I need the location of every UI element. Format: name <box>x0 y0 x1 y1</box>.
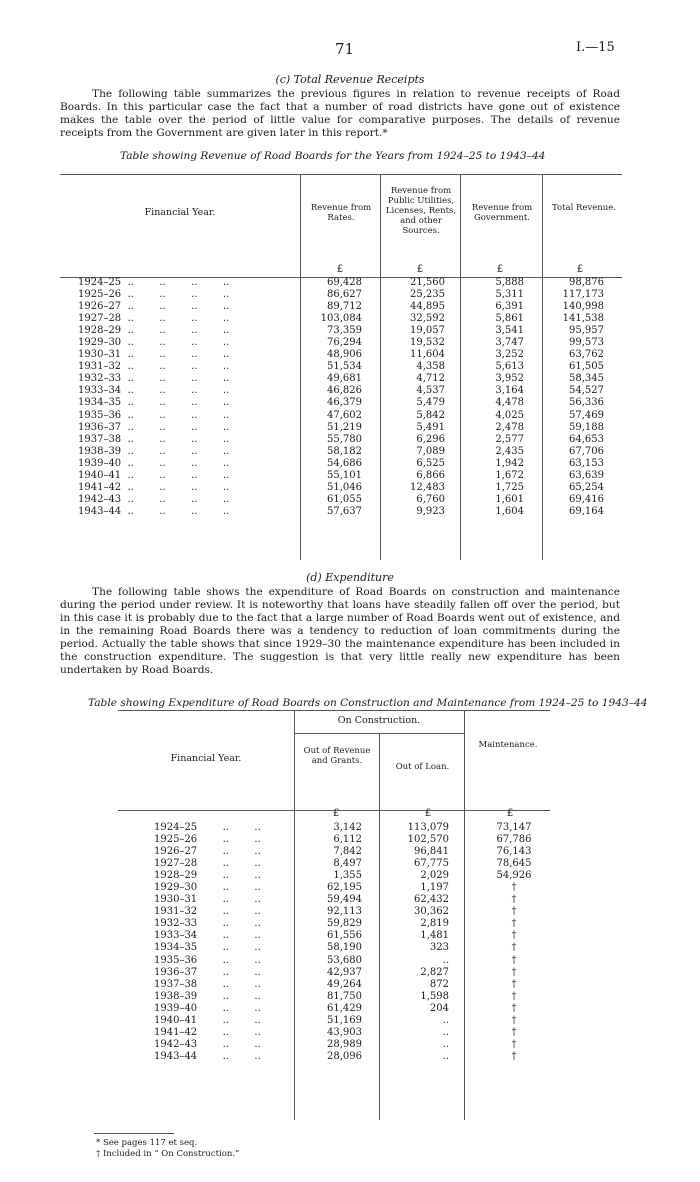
table-cell: 32,592 <box>410 313 445 325</box>
table-cell: 1928–29 .. .. .. .. <box>78 325 230 337</box>
table-cell: 3,541 <box>495 325 524 337</box>
revenue-header-total: Total Revenue. <box>552 203 616 213</box>
table-cell: 1940–41 .. .. .. .. <box>78 469 230 481</box>
table-cell: 1924–25 .. .. <box>154 822 261 833</box>
table-cell: 4,712 <box>416 373 445 385</box>
table-cell: † <box>511 918 517 930</box>
table-cell: † <box>511 1050 517 1062</box>
table-cell: 3,747 <box>495 337 524 349</box>
page-reference: I.—15 <box>576 40 615 55</box>
table-cell: 5,491 <box>416 421 445 433</box>
table-cell: .. <box>442 1014 449 1026</box>
table-cell: 117,173 <box>562 289 604 301</box>
table-cell: 1929–30 .. .. <box>154 882 261 894</box>
table-cell: 6,112 <box>333 834 362 846</box>
utilities-currency: £ <box>416 264 424 275</box>
table-cell: 1924–25 .. .. .. .. <box>78 277 230 288</box>
table-cell: .. <box>442 1050 449 1062</box>
table-cell: 1936–37 .. .. <box>154 966 261 978</box>
table-cell: † <box>511 966 517 978</box>
table-cell: 57,637 <box>327 505 362 517</box>
table-cell: 2,577 <box>495 433 524 445</box>
table-cell: 1,942 <box>495 457 524 469</box>
table-cell: 89,712 <box>327 301 362 313</box>
revenue-years-column <box>78 277 298 518</box>
footnote-pages: * See pages 117 et seq. <box>96 1138 198 1148</box>
table-cell: 65,254 <box>569 481 604 493</box>
table-cell: † <box>511 1026 517 1038</box>
table-cell: 64,653 <box>569 433 604 445</box>
revenue-header-rates: Revenue from Rates. <box>310 203 372 223</box>
table-cell: 6,525 <box>416 457 445 469</box>
table-cell: 3,952 <box>495 373 524 385</box>
table-cell: 5,861 <box>495 313 524 325</box>
table-cell: 1,672 <box>495 469 524 481</box>
table-cell: 58,345 <box>569 373 604 385</box>
table-cell: 1936–37 .. .. .. .. <box>78 421 230 433</box>
table-cell: 78,645 <box>496 858 532 870</box>
table-cell: 5,888 <box>495 277 524 288</box>
table-cell: 6,866 <box>416 469 445 481</box>
table-cell: 61,505 <box>569 361 604 373</box>
table-cell: 55,101 <box>327 469 362 481</box>
table-cell: 4,537 <box>416 385 445 397</box>
table-cell: 1,355 <box>333 870 362 882</box>
table-cell: 49,681 <box>327 373 362 385</box>
expenditure-table-caption: Table showing Expenditure of Road Boards on Construction and Maintenance from 1924–25 to 1943–44 <box>88 697 648 709</box>
table-cell: 86,627 <box>327 289 362 301</box>
table-cell: .. <box>442 1026 449 1038</box>
table-cell: 58,182 <box>327 445 362 457</box>
revenue-header-utilities: Revenue from Public Utilities, Licenses, Rents, and other Sources. <box>385 186 457 236</box>
table-cell: 43,903 <box>327 1026 362 1038</box>
table-cell: 1933–34 .. .. .. .. <box>78 385 230 397</box>
table-cell: 51,534 <box>327 361 362 373</box>
table-cell: 5,311 <box>495 289 524 301</box>
table-cell: 69,416 <box>569 493 604 505</box>
table-cell: 1,197 <box>420 882 449 894</box>
table-cell: † <box>511 1014 517 1026</box>
table-cell: 1931–32 .. .. .. .. <box>78 361 230 373</box>
table-cell: 51,046 <box>327 481 362 493</box>
table-cell: 44,895 <box>410 301 445 313</box>
footnote-included: † Included in “ On Construction.” <box>96 1148 240 1159</box>
table-cell: 42,937 <box>327 966 362 978</box>
expenditure-loan-currency: £ <box>424 808 432 819</box>
table-cell: 1926–27 .. .. .. .. <box>78 301 230 313</box>
revenue-government-column <box>460 277 524 518</box>
table-cell: 19,057 <box>410 325 445 337</box>
table-cell: † <box>511 978 517 990</box>
table-cell: 63,639 <box>569 469 604 481</box>
table-cell: 95,957 <box>569 325 604 337</box>
expenditure-revenue-column <box>294 822 362 1063</box>
table-cell: 1938–39 .. .. .. .. <box>78 445 230 457</box>
table-cell: 1939–40 .. .. .. .. <box>78 457 230 469</box>
table-cell: † <box>511 1002 517 1014</box>
table-cell: 1927–28 .. .. <box>154 858 261 870</box>
table-cell: 49,264 <box>327 978 362 990</box>
footnotes <box>96 1138 239 1159</box>
table-cell: 48,906 <box>327 349 362 361</box>
table-cell: 54,527 <box>569 385 604 397</box>
table-cell: 28,989 <box>327 1038 362 1050</box>
table-cell: 46,826 <box>327 385 362 397</box>
table-cell: 1925–26 .. .. <box>154 834 261 846</box>
table-cell: 1930–31 .. .. <box>154 894 261 906</box>
table-cell: 1934–35 .. .. .. .. <box>78 397 230 409</box>
table-cell: .. <box>442 1038 449 1050</box>
table-cell: 1925–26 .. .. .. .. <box>78 289 230 301</box>
table-cell: † <box>511 990 517 1002</box>
expenditure-revenue-currency: £ <box>332 808 340 819</box>
table-cell: 1932–33 .. .. .. .. <box>78 373 230 385</box>
table-cell: 62,195 <box>327 882 362 894</box>
table-cell: 76,294 <box>327 337 362 349</box>
expenditure-maintenance-column <box>474 822 554 1063</box>
table-cell: 1943–44 .. .. <box>154 1050 261 1062</box>
table-cell: 6,391 <box>495 301 524 313</box>
rates-currency: £ <box>336 264 344 275</box>
revenue-rates-column <box>300 277 362 518</box>
table-cell: 67,786 <box>496 834 532 846</box>
table-cell: 59,188 <box>569 421 604 433</box>
section-c-heading: (c) Total Revenue Receipts <box>275 73 425 86</box>
expenditure-years-column <box>154 822 294 1063</box>
table-cell: 61,429 <box>327 1002 362 1014</box>
revenue-table-caption: Table showing Revenue of Road Boards for the Years from 1924–25 to 1943–44 <box>120 150 546 162</box>
table-cell: 69,164 <box>569 505 604 517</box>
table-cell: † <box>511 906 517 918</box>
table-cell: 1941–42 .. .. <box>154 1026 261 1038</box>
table-cell: 28,096 <box>327 1050 362 1062</box>
table-cell: 1941–42 .. .. .. .. <box>78 481 230 493</box>
table-cell: 9,923 <box>416 505 445 517</box>
table-cell: 2,827 <box>420 966 449 978</box>
table-cell: 102,570 <box>407 834 449 846</box>
table-cell: 1934–35 .. .. <box>154 942 261 954</box>
table-cell: 99,573 <box>569 337 604 349</box>
table-cell: 5,842 <box>416 409 445 421</box>
total-currency: £ <box>576 264 584 275</box>
table-cell: 11,604 <box>410 349 445 361</box>
table-cell: 30,362 <box>414 906 449 918</box>
table-cell: 59,829 <box>327 918 362 930</box>
table-cell: 6,296 <box>416 433 445 445</box>
table-cell: 96,841 <box>414 846 449 858</box>
table-cell: .. <box>442 954 449 966</box>
table-cell: 1942–43 .. .. <box>154 1038 261 1050</box>
table-cell: 56,336 <box>569 397 604 409</box>
table-cell: 140,998 <box>562 301 604 313</box>
table-cell: 1927–28 .. .. .. .. <box>78 313 230 325</box>
expenditure-maintenance-currency: £ <box>506 808 514 819</box>
table-cell: 1939–40 .. .. <box>154 1002 261 1014</box>
table-cell: 323 <box>429 942 449 954</box>
table-cell: 54,686 <box>327 457 362 469</box>
table-cell: 113,079 <box>407 822 449 833</box>
table-cell: 4,478 <box>495 397 524 409</box>
table-cell: 58,190 <box>327 942 362 954</box>
table-cell: † <box>511 882 517 894</box>
table-cell: 6,760 <box>416 493 445 505</box>
table-cell: 2,029 <box>420 870 449 882</box>
table-cell: 1929–30 .. .. .. .. <box>78 337 230 349</box>
table-cell: 1940–41 .. .. <box>154 1014 261 1026</box>
table-cell: † <box>511 942 517 954</box>
table-cell: 1938–39 .. .. <box>154 990 261 1002</box>
table-cell: 1931–32 .. .. <box>154 906 261 918</box>
table-cell: 2,435 <box>495 445 524 457</box>
expenditure-header-maintenance: Maintenance. <box>478 740 538 750</box>
table-cell: 1943–44 .. .. .. .. <box>78 505 230 517</box>
table-cell: 46,379 <box>327 397 362 409</box>
expenditure-header-loan: Out of Loan. <box>395 762 450 772</box>
section-d-paragraph: The following table shows the expenditure of Road Boards on construction and maintenance during the period under review. It is noteworthy that loans have steadily fallen off over the period, but in this case it is probably due to the fact that a large number of Road Boards went out of existence, and in the remaining Road Boards there was a tendency to reduction of loan commitments during the period. Actually the table shows that since 1929–30 the maintenance expenditure has been included in the construction expenditure. The suggestion is that very little really new expenditure has been undertaken by Road Boards. <box>60 586 620 676</box>
table-cell: 1933–34 .. .. <box>154 930 261 942</box>
table-cell: 1937–38 .. .. <box>154 978 261 990</box>
table-cell: 4,358 <box>416 361 445 373</box>
table-cell: 63,153 <box>569 457 604 469</box>
table-cell: 63,762 <box>569 349 604 361</box>
table-cell: 1935–36 .. .. .. .. <box>78 409 230 421</box>
table-cell: 53,680 <box>327 954 362 966</box>
table-cell: 1932–33 .. .. <box>154 918 261 930</box>
table-cell: 12,483 <box>410 481 445 493</box>
revenue-header-year: Financial Year. <box>144 207 216 218</box>
table-cell: 2,478 <box>495 421 524 433</box>
section-c-paragraph: The following table summarizes the previous figures in relation to revenue receipts of Road Boards. In this particular case the fact that a number of road districts have gone out of existence makes the table over the period of little value for comparative purposes. The details of revenue receipts from the Government are given later in this report.* <box>60 88 620 139</box>
table-cell: 54,926 <box>496 870 532 882</box>
table-cell: 3,252 <box>495 349 524 361</box>
table-cell: 1930–31 .. .. .. .. <box>78 349 230 361</box>
table-cell: 51,169 <box>327 1014 362 1026</box>
government-currency: £ <box>496 264 504 275</box>
table-cell: † <box>511 954 517 966</box>
table-cell: 1926–27 .. .. <box>154 846 261 858</box>
table-cell: 19,532 <box>410 337 445 349</box>
expenditure-header-construction: On Construction. <box>337 715 421 726</box>
table-cell: 57,469 <box>569 409 604 421</box>
table-cell: 61,556 <box>327 930 362 942</box>
table-cell: 8,497 <box>333 858 362 870</box>
table-cell: 76,143 <box>496 846 532 858</box>
table-cell: † <box>511 894 517 906</box>
table-cell: 47,602 <box>327 409 362 421</box>
table-cell: 204 <box>429 1002 449 1014</box>
table-cell: 1942–43 .. .. .. .. <box>78 493 230 505</box>
table-cell: 5,613 <box>495 361 524 373</box>
table-cell: 98,876 <box>569 277 604 288</box>
table-cell: 73,359 <box>327 325 362 337</box>
expenditure-header-year: Financial Year. <box>170 753 242 764</box>
table-cell: 4,025 <box>495 409 524 421</box>
table-cell: † <box>511 930 517 942</box>
expenditure-loan-column <box>379 822 449 1063</box>
table-cell: 7,842 <box>333 846 362 858</box>
table-cell: 2,819 <box>420 918 449 930</box>
table-cell: 7,089 <box>416 445 445 457</box>
table-cell: 1937–38 .. .. .. .. <box>78 433 230 445</box>
table-cell: 872 <box>429 978 449 990</box>
table-cell: † <box>511 1038 517 1050</box>
table-cell: 1,604 <box>495 505 524 517</box>
table-cell: 1935–36 .. .. <box>154 954 261 966</box>
section-d-heading: (d) Expenditure <box>306 571 394 584</box>
table-cell: 141,538 <box>562 313 604 325</box>
table-cell: 73,147 <box>496 822 532 833</box>
table-cell: 1928–29 .. .. <box>154 870 261 882</box>
table-cell: 103,084 <box>320 313 362 325</box>
table-cell: 5,479 <box>416 397 445 409</box>
table-cell: 67,775 <box>414 858 449 870</box>
table-cell: 1,481 <box>420 930 449 942</box>
table-cell: 25,235 <box>410 289 445 301</box>
table-cell: 55,780 <box>327 433 362 445</box>
revenue-header-government: Revenue from Government. <box>471 203 533 223</box>
table-cell: 51,219 <box>327 421 362 433</box>
table-cell: 21,560 <box>410 277 445 288</box>
table-cell: 69,428 <box>327 277 362 288</box>
table-cell: 61,055 <box>327 493 362 505</box>
table-cell: 1,725 <box>495 481 524 493</box>
page-number: 71 <box>335 40 355 58</box>
table-cell: 1,601 <box>495 493 524 505</box>
revenue-total-column <box>542 277 604 518</box>
expenditure-header-revenue: Out of Revenue and Grants. <box>303 746 371 766</box>
table-cell: 67,706 <box>569 445 604 457</box>
table-cell: 59,494 <box>327 894 362 906</box>
revenue-utilities-column <box>380 277 445 518</box>
table-cell: 3,142 <box>333 822 362 833</box>
table-cell: 3,164 <box>495 385 524 397</box>
table-cell: 81,750 <box>327 990 362 1002</box>
table-cell: 1,598 <box>420 990 449 1002</box>
table-cell: 62,432 <box>414 894 449 906</box>
table-cell: 92,113 <box>327 906 362 918</box>
